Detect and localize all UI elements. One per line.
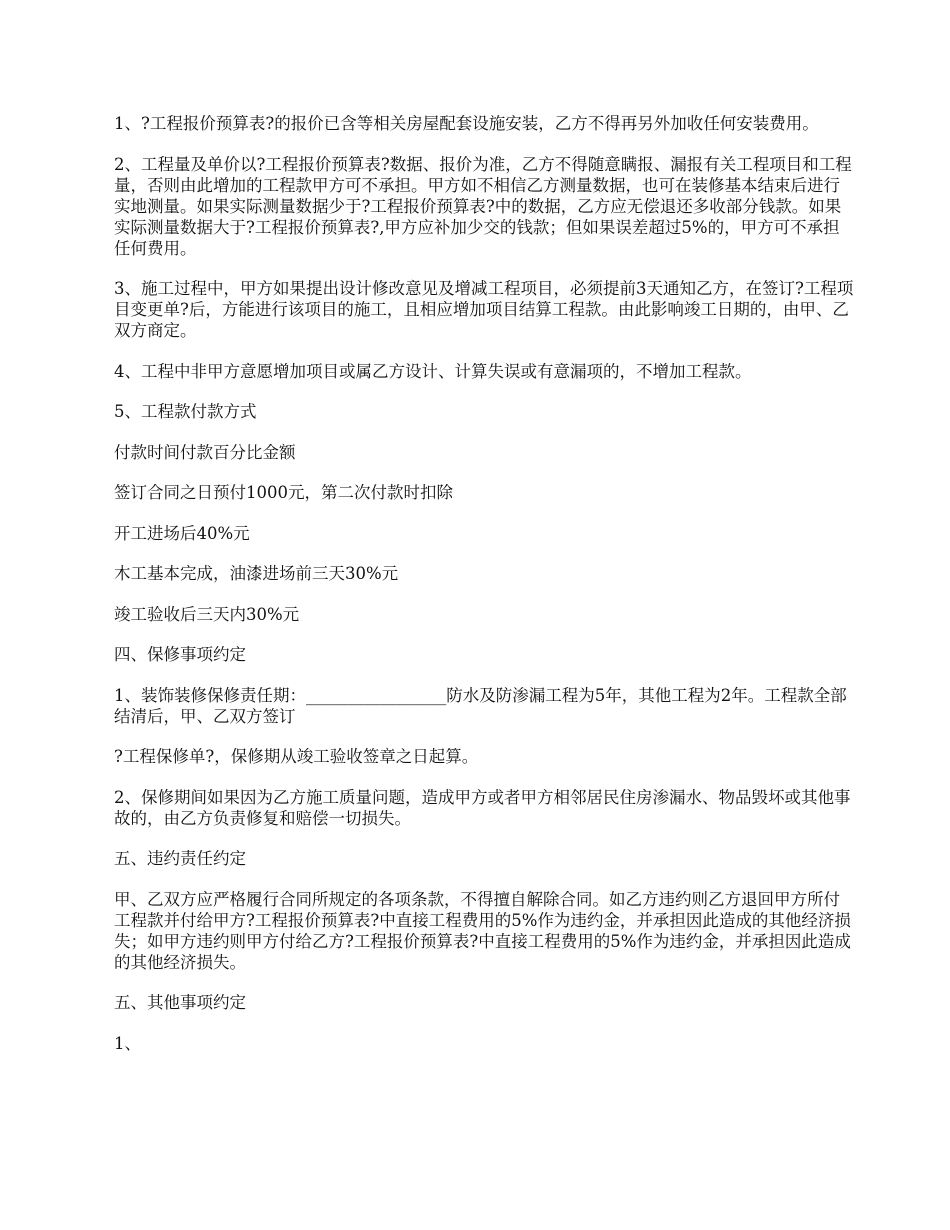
section-other-heading: 五、其他事项约定 — [114, 993, 246, 1012]
clause-2-quantity-and-unit-price: 2、工程量及单价以?工程报价预算表?数据、报价为准，乙方不得随意瞒报、漏报有关工程项目和工程量，否则由此增加的工程款甲方可不承担。甲方如不相信乙方测量数据，也可在装修基本结束后进行实地测量。如果实际测量数据少于?工程报价预算表?中的数据，乙方应无偿退还多收部分钱款。如果实际测量数据大于?工程报价预算表?,甲方应补加少交的钱款；但如果误差超过5%的，甲方可不承担任何费用。 — [114, 154, 852, 258]
section-warranty-heading: 四、保修事项约定 — [114, 645, 246, 664]
warranty-clause-2-liability: 2、保修期间如果因为乙方施工质量问题，造成甲方或者甲方相邻居民住房渗漏水、物品毁坏或其他事故的，由乙方负责修复和赔偿一切损失。 — [114, 787, 851, 828]
payment-row-signing: 签订合同之日预付1000元，第二次付款时扣除 — [114, 483, 453, 502]
other-clause-1: 1、 — [114, 1033, 141, 1053]
clause-1-quote-includes-installation: 1、?工程报价预算表?的报价已含等相关房屋配套设施安装，乙方不得再另外加收任何安装费用。 — [114, 114, 819, 133]
section-breach-heading: 五、违约责任约定 — [114, 849, 246, 868]
clause-4-no-extra-charges: 4、工程中非甲方意愿增加项目或属乙方设计、计算失误或有意漏项的，不增加工程款。 — [114, 361, 752, 381]
payment-row-start: 开工进场后40%元 — [114, 523, 250, 543]
payment-row-acceptance: 竣工验收后三天内30%元 — [114, 604, 300, 624]
clause-3-design-changes: 3、施工过程中，甲方如果提出设计修改意见及增减工程项目，必须提前3天通知乙方，在签订?工程项目变更单?后，方能进行该项目的施工，且相应增加项目结算工程款。由此影响竣工日期的，由甲、乙双方商定。 — [114, 279, 854, 340]
payment-table-header: 付款时间付款百分比金额 — [114, 442, 296, 462]
payment-row-carpentry: 木工基本完成，油漆进场前三天30%元 — [114, 564, 399, 583]
breach-clause-text: 甲、乙双方应严格履行合同所规定的各项条款，不得擅自解除合同。如乙方违约则乙方退回甲方所付工程款并付给甲方?工程报价预算表?中直接工程费用的5%作为违约金，并承担因此造成的其他经济损失；如甲方违约则甲方付给乙方?工程报价预算表?中直接工程费用的5%作为违约金，并承担因此造成的其他经济损失。 — [114, 889, 851, 972]
document-body — [114, 113, 854, 1073]
clause-5-payment-method-heading: 5、工程款付款方式 — [114, 402, 257, 421]
warranty-clause-1-period: 1、装饰装修保修责任期：_________________防水及防渗漏工程为5年，其他工程为2年。工程款全部结清后，甲、乙双方签订 — [114, 685, 847, 726]
warranty-clause-1-continued: ?工程保修单?，保修期从竣工验收签章之日起算。 — [114, 747, 479, 766]
